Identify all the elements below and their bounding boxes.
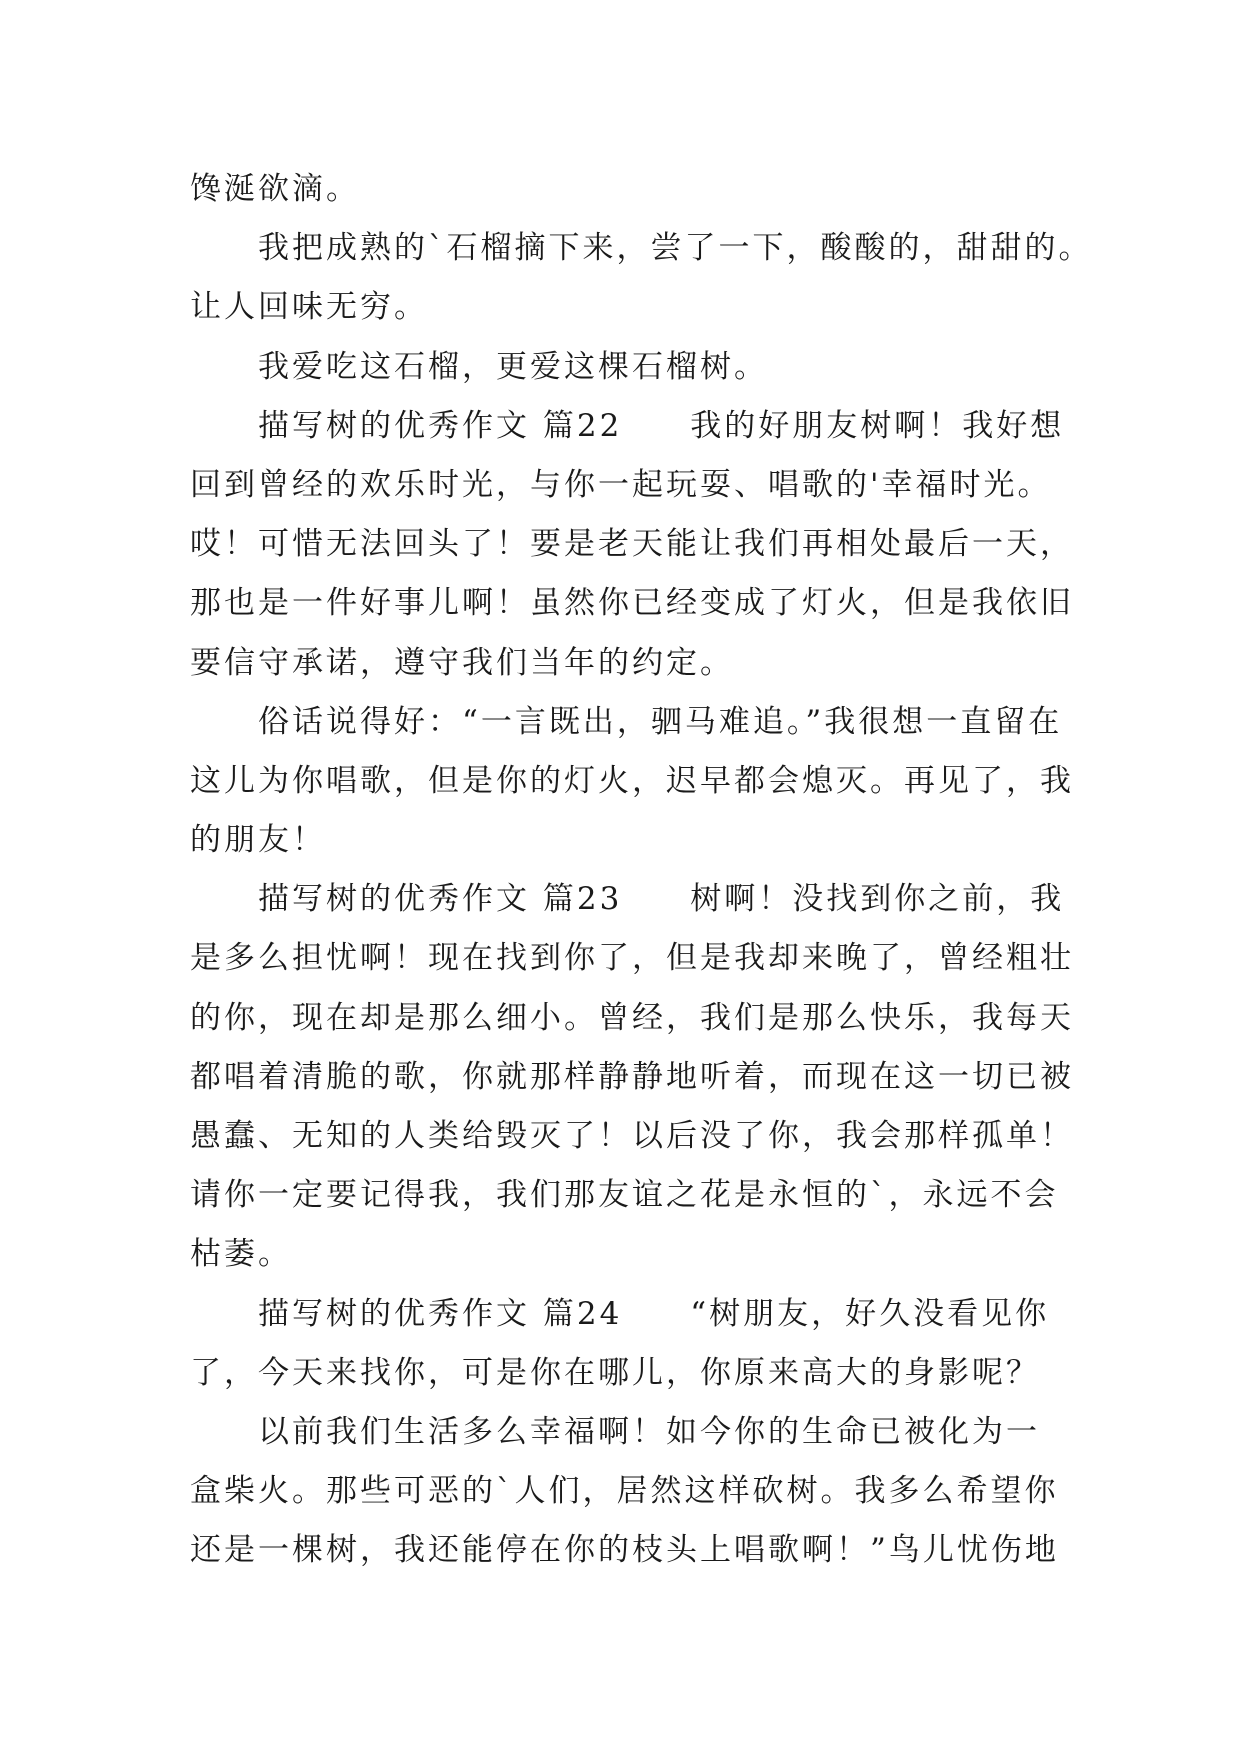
- text-line: 俗话说得好：“一言既出，驷马难追。”我很想一直留在: [190, 703, 1063, 740]
- text-line: 愚蠢、无知的人类给毁灭了！以后没了你，我会那样孤单！: [190, 1118, 1074, 1154]
- body-text: [190, 160, 1093, 1581]
- text-line: 还是一棵树，我还能停在你的枝头上唱歌啊！”鸟儿忧伤地: [190, 1532, 1059, 1569]
- text-line: 都唱着清脆的歌，你就那样静静地听着，而现在这一切已被: [190, 1058, 1074, 1095]
- text-line: 我把成熟的`石榴摘下来，尝了一下，酸酸的，甜甜的。: [190, 230, 1093, 267]
- text-line: 了，今天来找你，可是你在哪儿，你原来高大的身影呢？: [190, 1354, 1040, 1391]
- text-line: 要信守承诺，遵守我们当年的约定。: [190, 644, 734, 681]
- text-line: 枯萎。: [190, 1236, 292, 1273]
- text-line: 以前我们生活多么幸福啊！如今你的生命已被化为一: [190, 1413, 1040, 1450]
- section-heading-line: 描写树的优秀作文 篇23 树啊！没找到你之前，我: [190, 881, 1065, 918]
- text-line: 这儿为你唱歌，但是你的灯火，迟早都会熄灭。再见了，我: [190, 762, 1074, 799]
- text-line: 请你一定要记得我，我们那友谊之花是永恒的`，永远不会: [190, 1177, 1059, 1214]
- text-line: 哎！可惜无法回头了！要是老天能让我们再相处最后一天，: [190, 526, 1074, 563]
- text-line: 回到曾经的欢乐时光，与你一起玩耍、唱歌的'幸福时光。: [190, 466, 1052, 503]
- text-line: 让人回味无穷。: [190, 289, 428, 326]
- text-line: 我爱吃这石榴，更爱这棵石榴树。: [190, 348, 768, 385]
- text-line: 的朋友！: [190, 822, 326, 859]
- section-heading-line: 描写树的优秀作文 篇22 我的好朋友树啊！我好想: [190, 407, 1065, 444]
- text-line: 那也是一件好事儿啊！虽然你已经变成了灯火，但是我依旧: [190, 585, 1074, 622]
- text-line: 盒柴火。那些可恶的`人们，居然这样砍树。我多么希望你: [190, 1473, 1059, 1510]
- text-line: 馋涎欲滴。: [190, 171, 360, 207]
- text-line: 的你，现在却是那么细小。曾经，我们是那么快乐，我每天: [190, 999, 1074, 1036]
- text-line: 是多么担忧啊！现在找到你了，但是我却来晚了，曾经粗壮: [190, 940, 1074, 977]
- section-heading-line: 描写树的优秀作文 篇24 “树朋友，好久没看见你: [190, 1295, 1050, 1332]
